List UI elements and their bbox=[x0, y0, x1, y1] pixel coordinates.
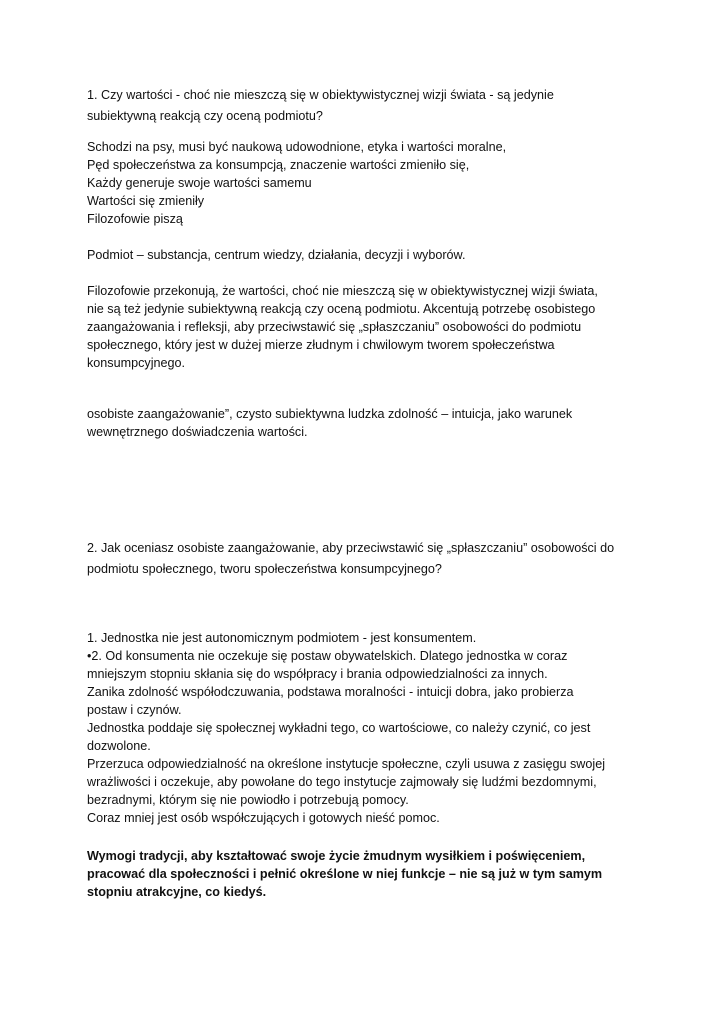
question-2 bbox=[87, 538, 647, 580]
intuition-paragraph bbox=[87, 405, 647, 441]
conclusion-line: Wymogi tradycji, aby kształtować swoje życie żmudnym wysiłkiem i poświęceniem, bbox=[87, 849, 586, 863]
answer-line: dozwolone. bbox=[87, 739, 151, 753]
answer-line: Jednostka poddaje się społecznej wykładni tego, co wartościowe, co należy czynić, co jest bbox=[87, 721, 591, 735]
definition-paragraph bbox=[87, 246, 647, 264]
question-2-line: podmiotu społecznego, tworu społeczeństwa konsumpcyjnego? bbox=[87, 562, 442, 576]
answer-paragraph bbox=[87, 629, 647, 827]
philosophers-line: zaangażowania i refleksji, aby przeciwstawić się „spłaszczaniu” osobowości do podmiotu bbox=[87, 320, 582, 334]
philosophers-line: nie są też jedynie subiektywną reakcją czy oceną podmiotu. Akcentują potrzebę osobistego bbox=[87, 302, 596, 316]
conclusion-line: pracować dla społeczności i pełnić określone w niej funkcje – nie są już w tym samym bbox=[87, 867, 603, 881]
question-1-line: 1. Czy wartości - choć nie mieszczą się w obiektywistycznej wizji świata - są jedynie bbox=[87, 88, 554, 102]
notes-line: Pęd społeczeństwa za konsumpcją, znaczenie wartości zmieniło się, bbox=[87, 158, 470, 172]
philosophers-line: społecznego, który jest w dużej mierze złudnym i chwilowym tworem społeczeństwa bbox=[87, 338, 555, 352]
question-2-line: 2. Jak oceniasz osobiste zaangażowanie, aby przeciwstawić się „spłaszczaniu” osobowości do bbox=[87, 541, 615, 555]
notes-line: Wartości się zmieniły bbox=[87, 194, 205, 208]
intuition-line: wewnętrznego doświadczenia wartości. bbox=[87, 425, 308, 439]
philosophers-line: konsumpcyjnego. bbox=[87, 356, 186, 370]
answer-line: postaw i czynów. bbox=[87, 703, 182, 717]
answer-line: Coraz mniej jest osób współczujących i gotowych nieść pomoc. bbox=[87, 811, 440, 825]
notes-line: Każdy generuje swoje wartości samemu bbox=[87, 176, 312, 190]
notes-line: Filozofowie piszą bbox=[87, 212, 183, 226]
answer-line: mniejszym stopniu skłania się do współpracy i brania odpowiedzialności za innych. bbox=[87, 667, 548, 681]
notes-line: Schodzi na psy, musi być naukową udowodnione, etyka i wartości moralne, bbox=[87, 140, 507, 154]
question-1 bbox=[87, 85, 647, 127]
notes-paragraph bbox=[87, 138, 647, 228]
intuition-line: osobiste zaangażowanie”, czysto subiektywna ludzka zdolność – intuicja, jako warunek bbox=[87, 407, 573, 421]
conclusion-paragraph bbox=[87, 847, 647, 901]
philosophers-line: Filozofowie przekonują, że wartości, choć nie mieszczą się w obiektywistycznej wizji świata, bbox=[87, 284, 598, 298]
answer-line: wrażliwości i oczekuje, aby powołane do tego instytucje zajmowały się ludźmi bezdomnymi, bbox=[87, 775, 597, 789]
answer-line: •2. Od konsumenta nie oczekuje się postaw obywatelskich. Dlatego jednostka w coraz bbox=[87, 649, 568, 663]
definition-line: Podmiot – substancja, centrum wiedzy, działania, decyzji i wyborów. bbox=[87, 248, 466, 262]
answer-line: Przerzuca odpowiedzialność na określone instytucje społeczne, czyli usuwa z zasięgu swojej bbox=[87, 757, 606, 771]
philosophers-paragraph bbox=[87, 282, 647, 372]
conclusion-line: stopniu atrakcyjne, co kiedyś. bbox=[87, 885, 267, 899]
answer-line: 1. Jednostka nie jest autonomicznym podmiotem - jest konsumentem. bbox=[87, 631, 477, 645]
answer-line: Zanika zdolność współodczuwania, podstawa moralności - intuicji dobra, jako probierza bbox=[87, 685, 574, 699]
question-1-line: subiektywną reakcją czy oceną podmiotu? bbox=[87, 109, 323, 123]
answer-line: bezradnymi, którym się nie powiodło i potrzebują pomocy. bbox=[87, 793, 409, 807]
